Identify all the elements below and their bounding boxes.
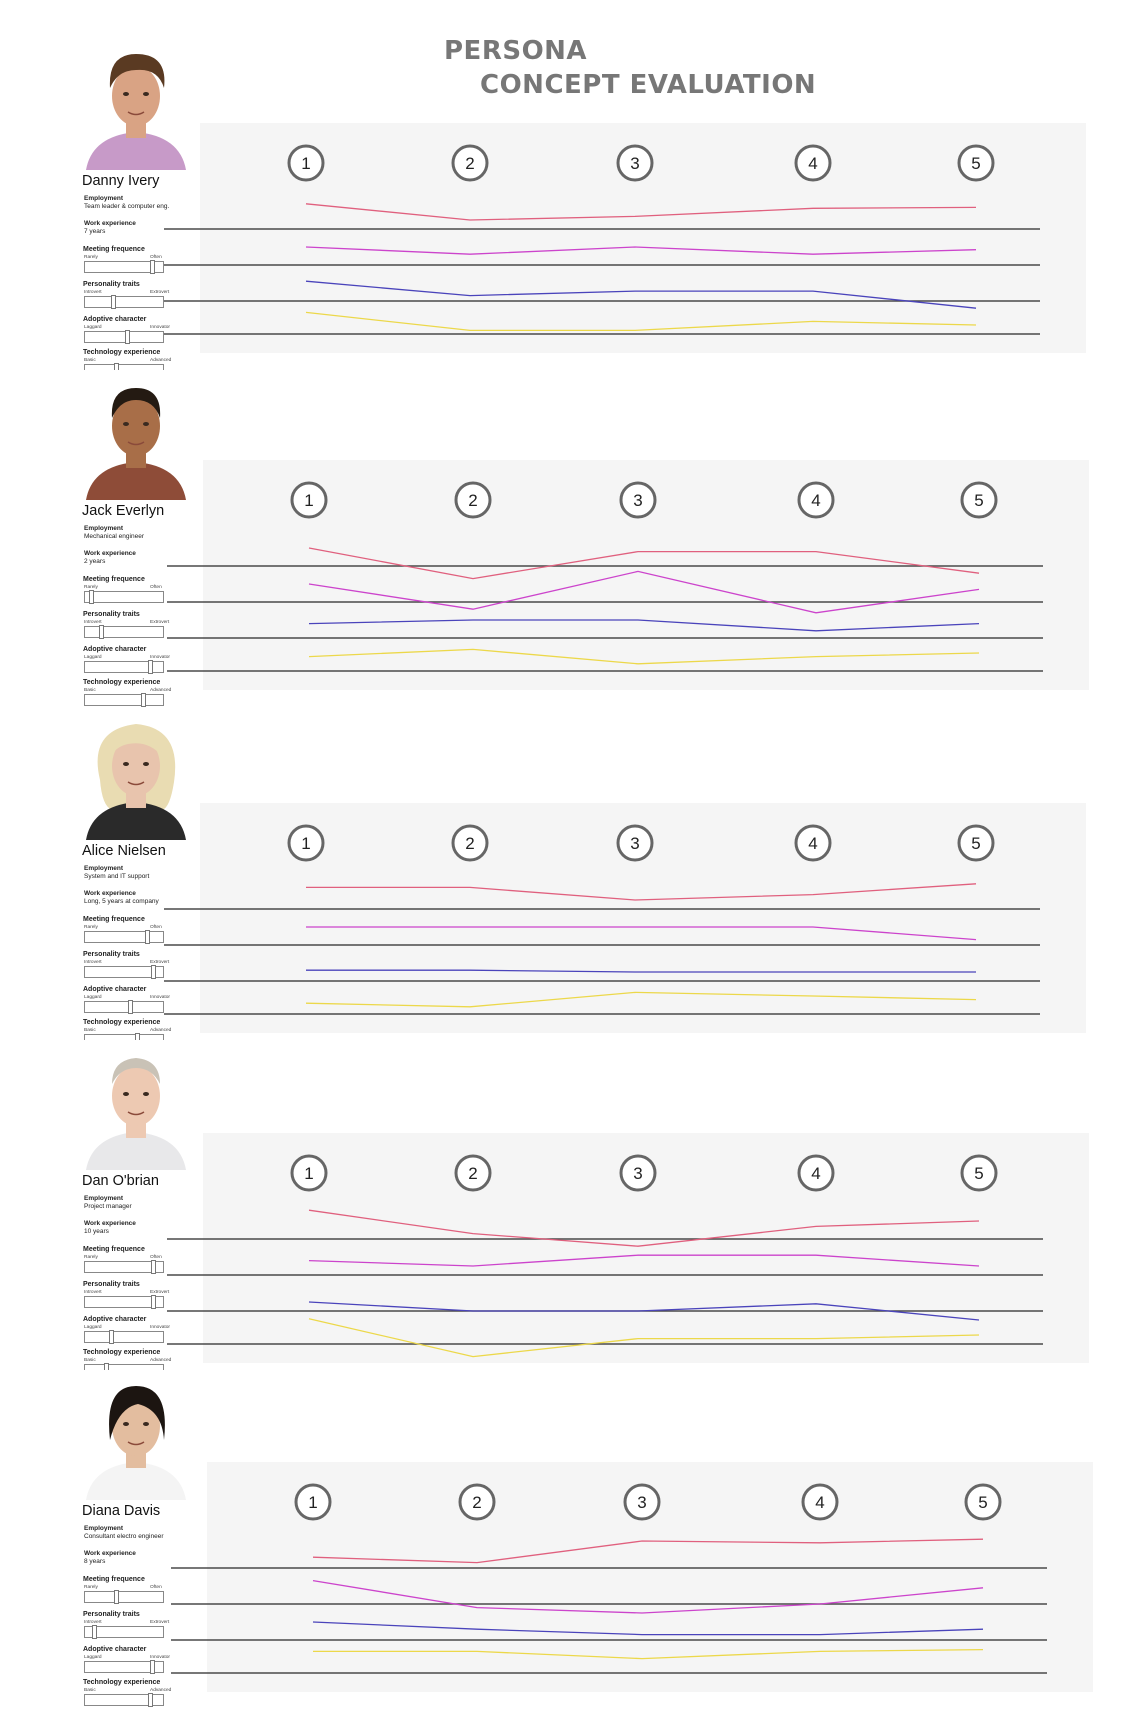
rating-line-personality — [313, 1581, 983, 1613]
slider-thumb[interactable] — [150, 1660, 155, 1674]
persona-name: Jack Everlyn — [82, 503, 165, 519]
slider-thumb[interactable] — [92, 1625, 97, 1639]
employment-value: Team leader & computer eng. — [84, 203, 170, 210]
concept-number: 5 — [971, 834, 981, 853]
concept-number-circle — [618, 146, 652, 180]
slider-label: Meeting frequence — [83, 1246, 145, 1253]
rating-line-adoptive — [313, 1622, 983, 1635]
slider-track[interactable] — [84, 931, 164, 943]
rating-line-meeting — [306, 204, 976, 220]
slider-max-label: Innovator — [150, 655, 171, 660]
slider-track[interactable] — [84, 1591, 164, 1603]
page-title-line2: CONCEPT EVALUATION — [480, 70, 817, 100]
slider-track[interactable] — [84, 626, 164, 638]
concept-number-circle — [453, 146, 487, 180]
concept-number: 5 — [974, 491, 984, 510]
slider-track[interactable] — [84, 331, 164, 343]
slider-max-label: Advanced — [150, 1028, 172, 1033]
concept-number: 2 — [472, 1493, 482, 1512]
slider-label: Personality traits — [83, 1281, 140, 1288]
slider-max-label: Often — [150, 585, 162, 590]
slider-min-label: Laggard — [84, 995, 102, 1000]
employment-label: Employment — [84, 1195, 124, 1202]
slider-label: Technology experience — [83, 1019, 161, 1026]
work-experience-info — [84, 220, 136, 236]
slider-min-label: Rarely — [84, 585, 98, 590]
slider-label: Technology experience — [83, 679, 161, 686]
work-experience-info — [84, 890, 159, 906]
slider-track[interactable] — [84, 1296, 164, 1308]
concept-number-circle — [292, 483, 326, 517]
concept-number: 4 — [815, 1493, 825, 1512]
concept-number-circle — [796, 146, 830, 180]
concept-number-circle — [959, 146, 993, 180]
rating-line-meeting — [306, 884, 976, 900]
concept-number: 4 — [811, 1164, 821, 1183]
avatar — [78, 370, 194, 500]
persona-name: Diana Davis — [82, 1503, 161, 1519]
avatar — [78, 40, 194, 170]
work-experience-label: Work experience — [84, 220, 136, 227]
work-experience-info — [84, 550, 136, 566]
slider-track[interactable] — [84, 694, 164, 706]
rating-line-meeting — [309, 1210, 979, 1246]
slider-label: Personality traits — [83, 281, 140, 288]
work-experience-value: 8 years — [84, 1558, 106, 1565]
employment-value: Mechanical engineer — [84, 533, 144, 540]
slider-max-label: Advanced — [150, 688, 172, 693]
concept-number-circle — [453, 826, 487, 860]
concept-number: 2 — [465, 834, 475, 853]
slider-min-label: Basic — [84, 688, 96, 693]
slider-max-label: Advanced — [150, 1688, 172, 1693]
avatar — [78, 710, 194, 840]
concept-number: 1 — [304, 491, 314, 510]
slider-max-label: Extrovert — [150, 620, 170, 625]
slider-label: Meeting frequence — [83, 1576, 145, 1583]
concept-number-circle — [289, 826, 323, 860]
employment-value: Project manager — [84, 1203, 132, 1210]
slider-min-label: Laggard — [84, 325, 102, 330]
concept-number: 3 — [633, 1164, 643, 1183]
concept-number: 4 — [808, 834, 818, 853]
slider-min-label: Rarely — [84, 1255, 98, 1260]
rating-line-personality — [306, 247, 976, 254]
slider-track[interactable] — [84, 296, 164, 308]
persona-name: Alice Nielsen — [82, 843, 166, 859]
work-experience-label: Work experience — [84, 890, 136, 897]
concept-number-circle — [962, 483, 996, 517]
slider-thumb[interactable] — [89, 590, 94, 604]
slider-label: Technology experience — [83, 1679, 161, 1686]
concept-number-circle — [966, 1485, 1000, 1519]
slider-thumb[interactable] — [151, 965, 156, 979]
slider-track[interactable] — [84, 1001, 164, 1013]
slider-max-label: Extrovert — [150, 1290, 170, 1295]
slider-thumb[interactable] — [150, 260, 155, 274]
concept-number: 1 — [304, 1164, 314, 1183]
rating-line-technology — [309, 1319, 979, 1357]
concept-number: 3 — [630, 834, 640, 853]
work-experience-value: 7 years — [84, 228, 106, 235]
concept-number-circle — [296, 1485, 330, 1519]
concept-evaluation-panel — [203, 1133, 1089, 1363]
slider-track[interactable] — [84, 661, 164, 673]
slider-label: Technology experience — [83, 1349, 161, 1356]
concept-number-circle — [803, 1485, 837, 1519]
slider-max-label: Innovator — [150, 995, 171, 1000]
slider-min-label: Basic — [84, 358, 96, 363]
concept-chart — [203, 1133, 1089, 1363]
slider-label: Adoptive character — [83, 646, 147, 653]
slider-max-label: Often — [150, 255, 162, 260]
slider-min-label: Basic — [84, 1688, 96, 1693]
rating-line-personality — [309, 1255, 979, 1266]
slider-track[interactable] — [84, 1626, 164, 1638]
work-experience-value: 10 years — [84, 1228, 109, 1235]
rating-line-adoptive — [306, 281, 976, 308]
employment-info — [84, 865, 149, 881]
slider-thumb[interactable] — [151, 1260, 156, 1274]
concept-number: 4 — [808, 154, 818, 173]
work-experience-value: Long, 5 years at company — [84, 898, 159, 905]
concept-number: 5 — [974, 1164, 984, 1183]
slider-min-label: Introvert — [84, 620, 102, 625]
employment-info — [84, 1195, 132, 1211]
rating-line-adoptive — [309, 620, 979, 631]
slider-label: Adoptive character — [83, 1646, 147, 1653]
slider-label: Personality traits — [83, 1611, 140, 1618]
slider-label: Meeting frequence — [83, 916, 145, 923]
slider-min-label: Rarely — [84, 925, 98, 930]
slider-label: Adoptive character — [83, 316, 147, 323]
concept-number: 5 — [971, 154, 981, 173]
work-experience-label: Work experience — [84, 1550, 136, 1557]
slider-min-label: Rarely — [84, 255, 98, 260]
rating-line-technology — [306, 312, 976, 330]
slider-max-label: Extrovert — [150, 290, 170, 295]
concept-number: 2 — [465, 154, 475, 173]
slider-min-label: Basic — [84, 1028, 96, 1033]
slider-thumb[interactable] — [109, 1330, 114, 1344]
concept-number-circle — [959, 826, 993, 860]
employment-info — [84, 195, 169, 211]
rating-line-technology — [309, 649, 979, 663]
concept-evaluation-panel — [203, 460, 1089, 690]
concept-number: 1 — [308, 1493, 318, 1512]
employment-label: Employment — [84, 865, 124, 872]
slider-track[interactable] — [84, 966, 164, 978]
concept-number: 1 — [301, 834, 311, 853]
slider-track[interactable] — [84, 261, 164, 273]
slider-track[interactable] — [84, 1694, 164, 1706]
rating-line-technology — [313, 1650, 983, 1659]
concept-number-circle — [625, 1485, 659, 1519]
slider-thumb[interactable] — [151, 1295, 156, 1309]
concept-number-circle — [460, 1485, 494, 1519]
rating-line-technology — [306, 992, 976, 1006]
rating-line-meeting — [309, 548, 979, 579]
slider-track[interactable] — [84, 1331, 164, 1343]
slider-min-label: Introvert — [84, 290, 102, 295]
concept-evaluation-panel — [207, 1462, 1093, 1692]
slider-min-label: Introvert — [84, 960, 102, 965]
slider-max-label: Innovator — [150, 325, 171, 330]
slider-thumb[interactable] — [114, 1590, 119, 1604]
slider-label: Technology experience — [83, 349, 161, 356]
concept-number: 3 — [630, 154, 640, 173]
concept-number: 3 — [633, 491, 643, 510]
employment-info — [84, 525, 144, 541]
slider-label: Meeting frequence — [83, 246, 145, 253]
slider-max-label: Often — [150, 1585, 162, 1590]
employment-info — [84, 1525, 164, 1541]
employment-label: Employment — [84, 195, 124, 202]
slider-thumb[interactable] — [125, 330, 130, 344]
avatar — [78, 1370, 194, 1500]
persona-name: Danny Ivery — [82, 173, 160, 189]
employment-label: Employment — [84, 525, 124, 532]
slider-min-label: Laggard — [84, 1655, 102, 1660]
concept-number: 4 — [811, 491, 821, 510]
slider-max-label: Advanced — [150, 1358, 172, 1363]
slider-min-label: Introvert — [84, 1620, 102, 1625]
slider-max-label: Often — [150, 1255, 162, 1260]
concept-number-circle — [799, 483, 833, 517]
slider-min-label: Laggard — [84, 655, 102, 660]
concept-number: 3 — [637, 1493, 647, 1512]
rating-line-adoptive — [306, 970, 976, 972]
slider-max-label: Innovator — [150, 1655, 171, 1660]
work-experience-info — [84, 1550, 136, 1566]
slider-label: Adoptive character — [83, 986, 147, 993]
employment-value: System and IT support — [84, 873, 150, 880]
work-experience-value: 2 years — [84, 558, 106, 565]
concept-number: 2 — [468, 1164, 478, 1183]
slider-thumb[interactable] — [141, 693, 146, 707]
slider-thumb[interactable] — [128, 1000, 133, 1014]
concept-evaluation-panel — [200, 123, 1086, 353]
rating-line-personality — [306, 927, 976, 940]
employment-value: Consultant electro engineer — [84, 1533, 164, 1540]
concept-chart — [207, 1462, 1093, 1692]
concept-chart — [200, 803, 1086, 1033]
slider-track[interactable] — [84, 1661, 164, 1673]
concept-chart — [200, 123, 1086, 353]
slider-min-label: Laggard — [84, 1325, 102, 1330]
concept-evaluation-panel — [200, 803, 1086, 1033]
concept-number-circle — [621, 1156, 655, 1190]
rating-line-personality — [309, 571, 979, 612]
slider-min-label: Introvert — [84, 1290, 102, 1295]
concept-chart — [203, 460, 1089, 690]
slider-label: Adoptive character — [83, 1316, 147, 1323]
concept-number-circle — [621, 483, 655, 517]
work-experience-info — [84, 1220, 136, 1236]
concept-number: 1 — [301, 154, 311, 173]
concept-number-circle — [456, 483, 490, 517]
slider-label: Meeting frequence — [83, 576, 145, 583]
slider-track[interactable] — [84, 1261, 164, 1273]
slider-min-label: Basic — [84, 1358, 96, 1363]
page-title-line1: PERSONA — [444, 36, 588, 66]
concept-number-circle — [799, 1156, 833, 1190]
slider-label: Personality traits — [83, 611, 140, 618]
slider-max-label: Extrovert — [150, 1620, 170, 1625]
slider-max-label: Extrovert — [150, 960, 170, 965]
slider-min-label: Rarely — [84, 1585, 98, 1590]
slider-max-label: Innovator — [150, 1325, 171, 1330]
concept-number-circle — [962, 1156, 996, 1190]
slider-max-label: Advanced — [150, 358, 172, 363]
slider-thumb[interactable] — [99, 625, 104, 639]
concept-number-circle — [289, 146, 323, 180]
work-experience-label: Work experience — [84, 550, 136, 557]
slider-thumb[interactable] — [145, 930, 150, 944]
persona-name: Dan O'brian — [82, 1173, 159, 1189]
avatar — [78, 1040, 194, 1170]
employment-label: Employment — [84, 1525, 124, 1532]
concept-number: 2 — [468, 491, 478, 510]
concept-number-circle — [456, 1156, 490, 1190]
slider-thumb[interactable] — [148, 1693, 153, 1707]
concept-number-circle — [618, 826, 652, 860]
slider-thumb[interactable] — [111, 295, 116, 309]
rating-line-meeting — [313, 1539, 983, 1562]
slider-label: Personality traits — [83, 951, 140, 958]
concept-number-circle — [292, 1156, 326, 1190]
slider-track[interactable] — [84, 591, 164, 603]
concept-number: 5 — [978, 1493, 988, 1512]
concept-number-circle — [796, 826, 830, 860]
slider-thumb[interactable] — [148, 660, 153, 674]
work-experience-label: Work experience — [84, 1220, 136, 1227]
slider-max-label: Often — [150, 925, 162, 930]
